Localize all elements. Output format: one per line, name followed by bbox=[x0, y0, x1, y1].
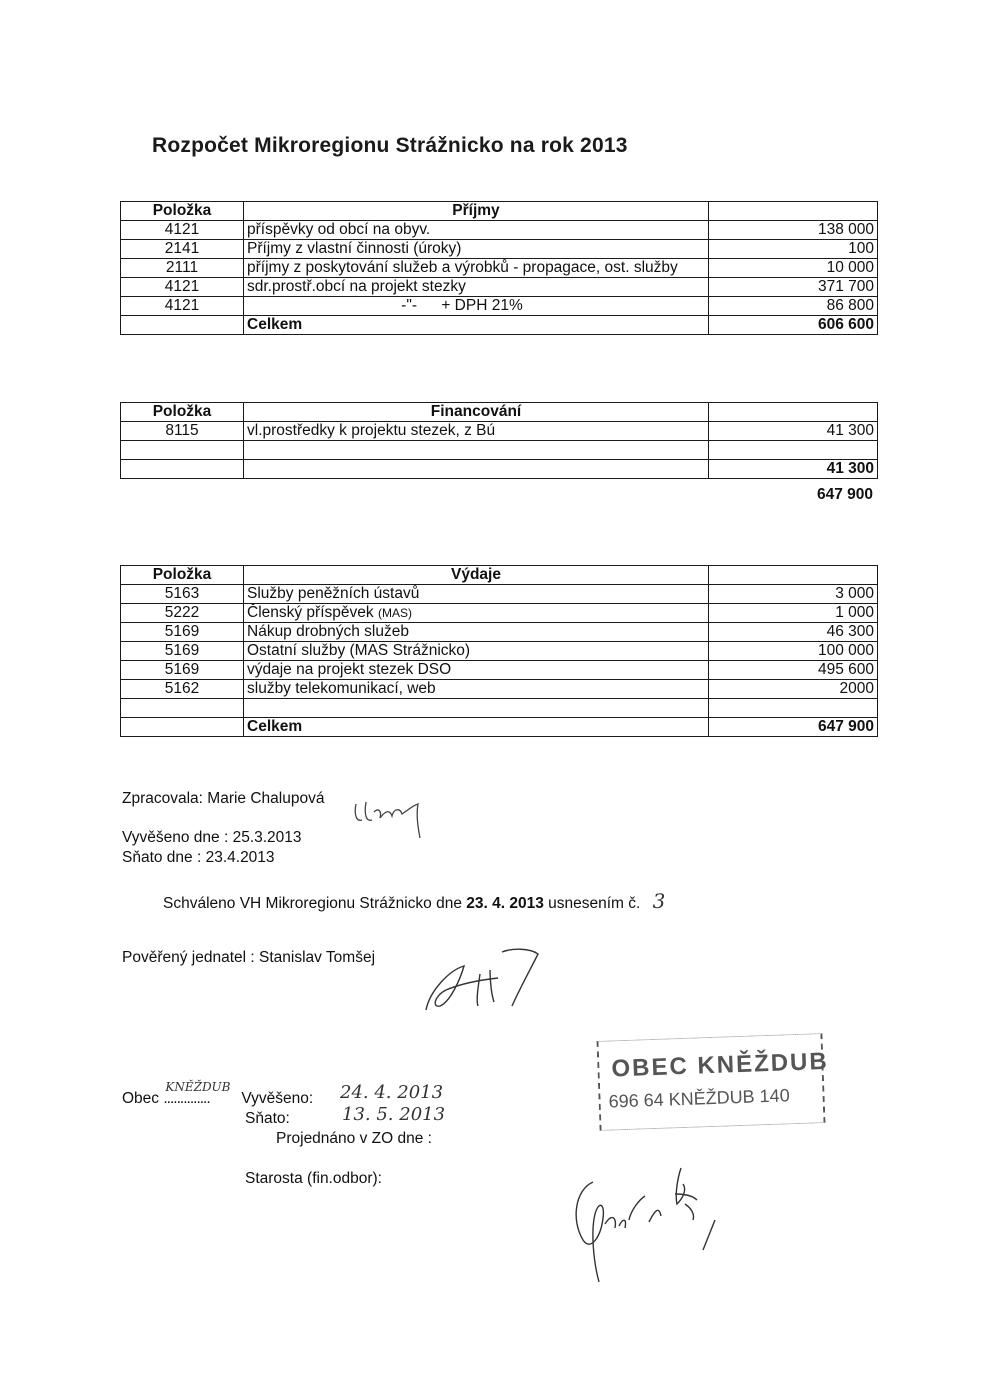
signature-chalupova bbox=[352, 792, 432, 842]
vat-note bbox=[441, 297, 522, 315]
item-code: 8115 bbox=[121, 422, 244, 441]
table-row-empty bbox=[121, 699, 878, 718]
item-amount: 100 bbox=[709, 240, 878, 259]
item-code: 2111 bbox=[121, 259, 244, 278]
table-row bbox=[121, 221, 878, 240]
snato-date-handwritten: 13. 5. 2013 bbox=[342, 1104, 446, 1125]
projednano-label: Projednáno v ZO dne : bbox=[276, 1130, 432, 1147]
table-row bbox=[121, 642, 878, 661]
total-amount: 606 600 bbox=[709, 316, 878, 335]
posted-date: Vyvěšeno dne : 25.3.2013 bbox=[122, 829, 302, 846]
approval-prefix: Schváleno VH Mikroregionu Strážnicko dne bbox=[163, 895, 467, 912]
table-row bbox=[121, 661, 878, 680]
table-header-row bbox=[121, 202, 878, 221]
table-row bbox=[121, 585, 878, 604]
item-description: příjmy z poskytování služeb a výrobků - propagace, ost. služby bbox=[244, 259, 709, 278]
subtotal-amount: 41 300 bbox=[709, 460, 878, 479]
ditto-mark: -"- bbox=[401, 297, 417, 314]
item-amount: 100 000 bbox=[709, 642, 878, 661]
starosta-label: Starosta (fin.odbor): bbox=[245, 1170, 382, 1187]
table-row bbox=[121, 240, 878, 259]
item-amount: 46 300 bbox=[709, 623, 878, 642]
item-amount: 3 000 bbox=[709, 585, 878, 604]
prepared-by: Zpracovala: Marie Chalupová bbox=[122, 790, 325, 807]
item-code: 5222 bbox=[121, 604, 244, 623]
total-label: Celkem bbox=[244, 718, 709, 737]
approval-suffix: usnesením č. bbox=[543, 895, 641, 912]
obec-line bbox=[122, 1080, 314, 1108]
item-description: Nákup drobných služeb bbox=[244, 623, 709, 642]
column-header-financovani: Financování bbox=[244, 403, 709, 422]
obec-name-field bbox=[163, 1080, 241, 1108]
stamp-line-1: OBEC KNĚŽDUB bbox=[611, 1047, 830, 1083]
income-table bbox=[120, 201, 878, 335]
item-amount: 2000 bbox=[709, 680, 878, 699]
item-amount: 10 000 bbox=[709, 259, 878, 278]
table-row bbox=[121, 604, 878, 623]
column-header-prijmy: Příjmy bbox=[244, 202, 709, 221]
obec-dotted-line: .............. bbox=[163, 1090, 210, 1107]
table-header-row bbox=[121, 566, 878, 585]
item-description bbox=[244, 604, 709, 623]
signature-starosta bbox=[565, 1160, 745, 1290]
stamp-line-2: 696 64 KNĚŽDUB 140 bbox=[608, 1085, 790, 1112]
subtotal-row bbox=[121, 460, 878, 479]
column-header-amount bbox=[709, 566, 878, 585]
item-description: sdr.prostř.obcí na projekt stezky bbox=[244, 278, 709, 297]
table-header-row bbox=[121, 403, 878, 422]
expense-table bbox=[120, 565, 878, 737]
table-row bbox=[121, 623, 878, 642]
item-description: příspěvky od obcí na obyv. bbox=[244, 221, 709, 240]
total-label: Celkem bbox=[244, 316, 709, 335]
document-title: Rozpočet Mikroregionu Strážnicko na rok 2013 bbox=[152, 134, 628, 157]
item-description-note: (MAS) bbox=[377, 606, 412, 620]
table-row bbox=[121, 680, 878, 699]
obec-name-handwritten: KNĚŽDUB bbox=[165, 1080, 231, 1094]
vyveseno-date-handwritten: 24. 4. 2013 bbox=[340, 1082, 444, 1103]
column-header-vydaje: Výdaje bbox=[244, 566, 709, 585]
item-code: 5162 bbox=[121, 680, 244, 699]
table-row bbox=[121, 297, 878, 316]
column-header-amount bbox=[709, 202, 878, 221]
grand-total: 647 900 bbox=[816, 486, 873, 503]
total-amount: 647 900 bbox=[709, 718, 878, 737]
resolution-number: 3 bbox=[652, 889, 666, 913]
item-amount: 495 600 bbox=[709, 661, 878, 680]
item-code: 5163 bbox=[121, 585, 244, 604]
item-code: 2141 bbox=[121, 240, 244, 259]
financing-table bbox=[120, 402, 878, 479]
item-code: 5169 bbox=[121, 623, 244, 642]
approval-date: 23. 4. 2013 bbox=[466, 895, 544, 912]
item-description: Služby peněžních ústavů bbox=[244, 585, 709, 604]
table-row bbox=[121, 278, 878, 297]
item-description: Ostatní služby (MAS Strážnicko) bbox=[244, 642, 709, 661]
total-row bbox=[121, 316, 878, 335]
column-header-polozka: Položka bbox=[121, 202, 244, 221]
vyveseno-label: Vyvěšeno: bbox=[241, 1090, 314, 1107]
item-description: Příjmy z vlastní činnosti (úroky) bbox=[244, 240, 709, 259]
item-description: výdaje na projekt stezek DSO bbox=[244, 661, 709, 680]
item-code: 4121 bbox=[121, 297, 244, 316]
total-row bbox=[121, 718, 878, 737]
column-header-polozka: Položka bbox=[121, 403, 244, 422]
item-code: 4121 bbox=[121, 221, 244, 240]
signature-tomsej bbox=[420, 940, 550, 1020]
obec-label: Obec bbox=[122, 1090, 160, 1107]
item-description-main: Členský příspěvek bbox=[247, 604, 374, 621]
municipal-stamp bbox=[596, 1033, 830, 1131]
item-amount: 41 300 bbox=[709, 422, 878, 441]
item-code: 5169 bbox=[121, 642, 244, 661]
table-row bbox=[121, 422, 878, 441]
item-description: vl.prostředky k projektu stezek, z Bú bbox=[244, 422, 709, 441]
approval-line bbox=[163, 889, 665, 913]
item-amount: 1 000 bbox=[709, 604, 878, 623]
item-description bbox=[244, 297, 709, 316]
item-amount: 371 700 bbox=[709, 278, 878, 297]
column-header-amount bbox=[709, 403, 878, 422]
item-code: 4121 bbox=[121, 278, 244, 297]
table-row bbox=[121, 259, 878, 278]
item-code: 5169 bbox=[121, 661, 244, 680]
authorized-agent: Pověřený jednatel : Stanislav Tomšej bbox=[122, 949, 376, 966]
vat-label: + DPH 21% bbox=[441, 297, 523, 314]
removed-date: Sňato dne : 23.4.2013 bbox=[122, 849, 275, 866]
snato-label: Sňato: bbox=[245, 1110, 290, 1127]
item-description: služby telekomunikací, web bbox=[244, 680, 709, 699]
item-amount: 86 800 bbox=[709, 297, 878, 316]
item-amount: 138 000 bbox=[709, 221, 878, 240]
column-header-polozka: Položka bbox=[121, 566, 244, 585]
table-row-empty bbox=[121, 441, 878, 460]
